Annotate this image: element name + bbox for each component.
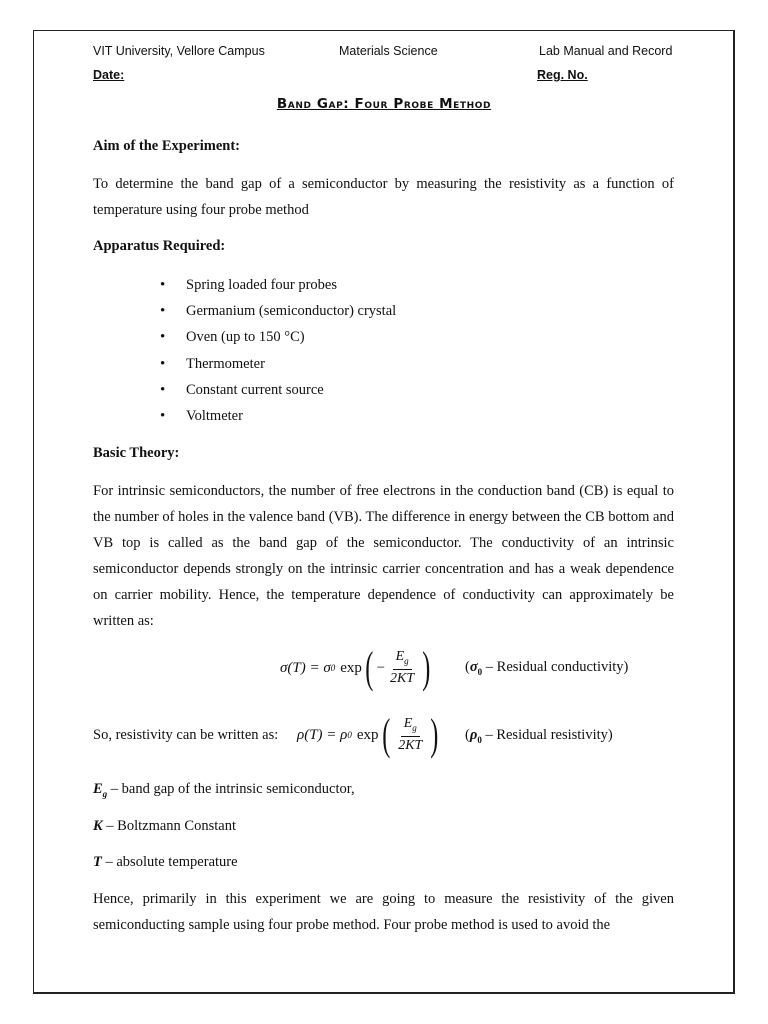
- list-item: • Voltmeter: [160, 404, 396, 430]
- apparatus-heading: Apparatus Required:: [93, 238, 226, 254]
- eq1-sub: 0: [330, 663, 336, 673]
- theory-paragraph: For intrinsic semiconductors, the number of free electrons in the conduction band (CB) is equal to the number of holes in the valence band (VB). The difference in energy between the CB bottom and VB top is called as the band gap of the semiconductor. The conductivity of an intrinsic semiconductor depends strongly on the intrinsic carrier concentration and has a weak dependence on carrier mobility. Hence, the temperature dependence of conductivity can approximately be written as:: [93, 483, 674, 629]
- eq1-func: exp: [340, 659, 362, 676]
- aim-text: To determine the band gap of a semiconductor by measuring the resistivity as a function of temperature using four probe method: [93, 176, 674, 218]
- note2-text: – Residual resistivity): [485, 727, 613, 743]
- header-university: VIT University, Vellore Campus: [93, 44, 265, 58]
- eq1-fraction: [387, 648, 417, 689]
- header-manual: Lab Manual and Record: [539, 44, 673, 58]
- def-text: – band gap of the intrinsic semiconductor,: [107, 781, 355, 797]
- def-symbol: K: [93, 818, 103, 834]
- eq2-num: E: [403, 715, 413, 731]
- definition-k: [93, 818, 236, 835]
- def-text: – absolute temperature: [101, 854, 238, 870]
- def-text: – Boltzmann Constant: [102, 818, 236, 834]
- conductivity-equation: σ(T) = σ 0 exp ( − $\frac{E_g}{2KT}$ ): [280, 643, 431, 692]
- list-item: • Constant current source: [160, 378, 396, 404]
- definition-t: [93, 854, 238, 871]
- resistivity-intro: So, resistivity can be written as:: [93, 727, 279, 743]
- resistivity-note: ($\rho_0$ – Residual resistivity): [465, 727, 613, 745]
- list-item: • Thermometer: [160, 352, 396, 378]
- eq2-fraction: [395, 715, 425, 756]
- header-subject: Materials Science: [339, 44, 438, 58]
- theory-heading: Basic Theory:: [93, 445, 180, 461]
- eq2-sub: 0: [347, 730, 352, 740]
- reg-label: Reg. No.: [537, 68, 588, 82]
- note2-symbol: ρ: [469, 727, 478, 743]
- definition-eg: [93, 781, 355, 799]
- def-sub: g: [102, 788, 108, 799]
- eq1-sign: −: [376, 659, 386, 676]
- eq2-num-sub: g: [412, 722, 417, 733]
- date-label: Date:: [93, 68, 125, 82]
- eq1-num: E: [395, 648, 405, 664]
- note2-sub: 0: [477, 734, 482, 745]
- page-title: Band Gap: Four Probe Method: [276, 96, 492, 112]
- apparatus-list: [160, 273, 396, 430]
- note1-text: – Residual conductivity): [485, 659, 629, 675]
- list-item: • Spring loaded four probes: [160, 273, 396, 299]
- eq2-den: 2KT: [398, 738, 423, 754]
- def-symbol: E: [93, 781, 103, 797]
- aim-heading: Aim of the Experiment:: [93, 138, 240, 154]
- list-item: • Germanium (semiconductor) crystal: [160, 299, 396, 325]
- resistivity-equation: ρ(T) = ρ 0 exp ( $\frac{E_g}{2KT}$ ): [297, 710, 439, 759]
- note1-symbol: σ: [469, 659, 478, 675]
- note1-sub: 0: [477, 666, 483, 677]
- eq1-den: 2KT: [390, 671, 415, 687]
- closing-paragraph: Hence, primarily in this experiment we are going to measure the resistivity of the given semiconducting sample using four probe method. Four probe method is used to avoid the: [93, 891, 674, 933]
- eq1-num-sub: g: [404, 655, 409, 666]
- list-item: • Oven (up to 150 °C): [160, 325, 396, 351]
- eq2-lhs: ρ(T) = ρ: [297, 726, 348, 743]
- eq1-lhs: σ(T) = σ: [280, 659, 331, 676]
- conductivity-note: ($\sigma_0$ – Residual conductivity): [465, 659, 629, 677]
- def-symbol: T: [93, 854, 102, 870]
- eq2-func: exp: [356, 726, 379, 743]
